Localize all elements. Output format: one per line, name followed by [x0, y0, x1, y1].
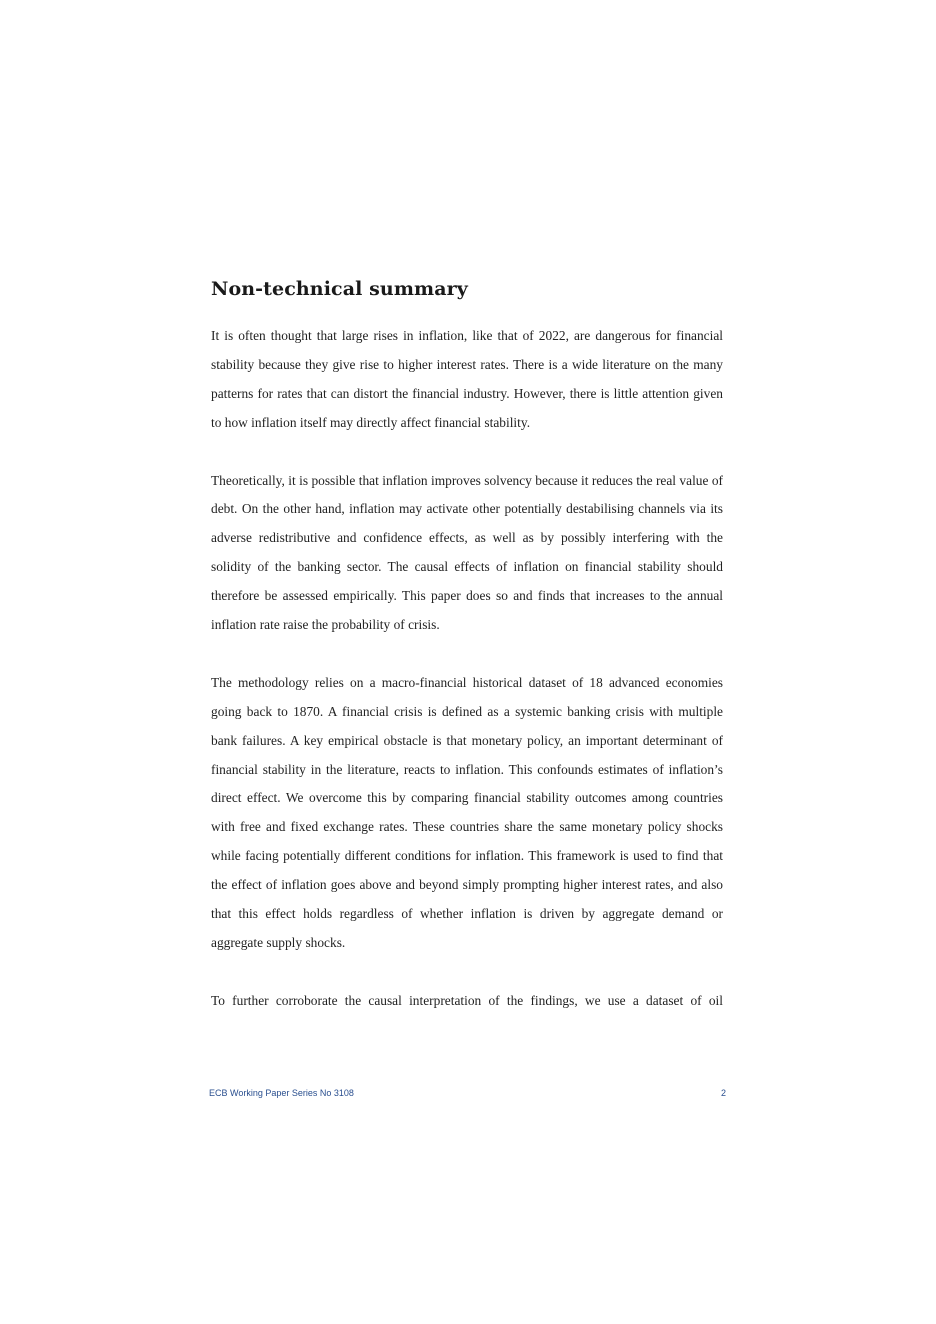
section-title: Non-technical summary: [211, 278, 468, 300]
main-content: [211, 276, 723, 1045]
paragraph-methodology: The methodology relies on a macro-financial historical dataset of 18 advanced economies going back to 1870. A financial crisis is defined as a systemic banking crisis with multiple bank failures. A key empirical obstacle is that monetary policy, an important determinant of financial stability in the literature, reacts to inflation. This confounds estimates of inflation’s direct effect. We overcome this by comparing financial stability outcomes among countries with free and fixed exchange rates. These countries share the same monetary policy shocks while facing potentially different conditions for inflation. This framework is used to find that the effect of inflation goes above and beyond simply prompting higher interest rates, and also that this effect holds regardless of whether inflation is driven by aggregate demand or aggregate supply shocks.: [211, 674, 723, 950]
paragraph-intro: It is often thought that large rises in inflation, like that of 2022, are dangerous for financial stability because they give rise to higher interest rates. There is a wide literature on the many patterns for rates that can distort the financial industry. However, there is little attention given to how inflation itself may directly affect financial stability.: [211, 328, 723, 430]
footer-series-label: ECB Working Paper Series No 3108: [209, 1088, 354, 1098]
page-footer: [209, 1088, 726, 1102]
footer-page-number: 2: [720, 1088, 726, 1098]
paragraph-theory: Theoretically, it is possible that inflation improves solvency because it reduces the real value of debt. On the other hand, inflation may activate other potentially destabilising channels via its adverse redistributive and confidence effects, as well as by possibly interfering with the solidity of the banking sector. The causal effects of inflation on financial stability should therefore be assessed empirically. This paper does so and finds that increases to the annual inflation rate raise the probability of crisis.: [211, 472, 723, 633]
paragraph-corroboration: To further corroborate the causal interpretation of the findings, we use a dataset of oil: [211, 992, 723, 1008]
